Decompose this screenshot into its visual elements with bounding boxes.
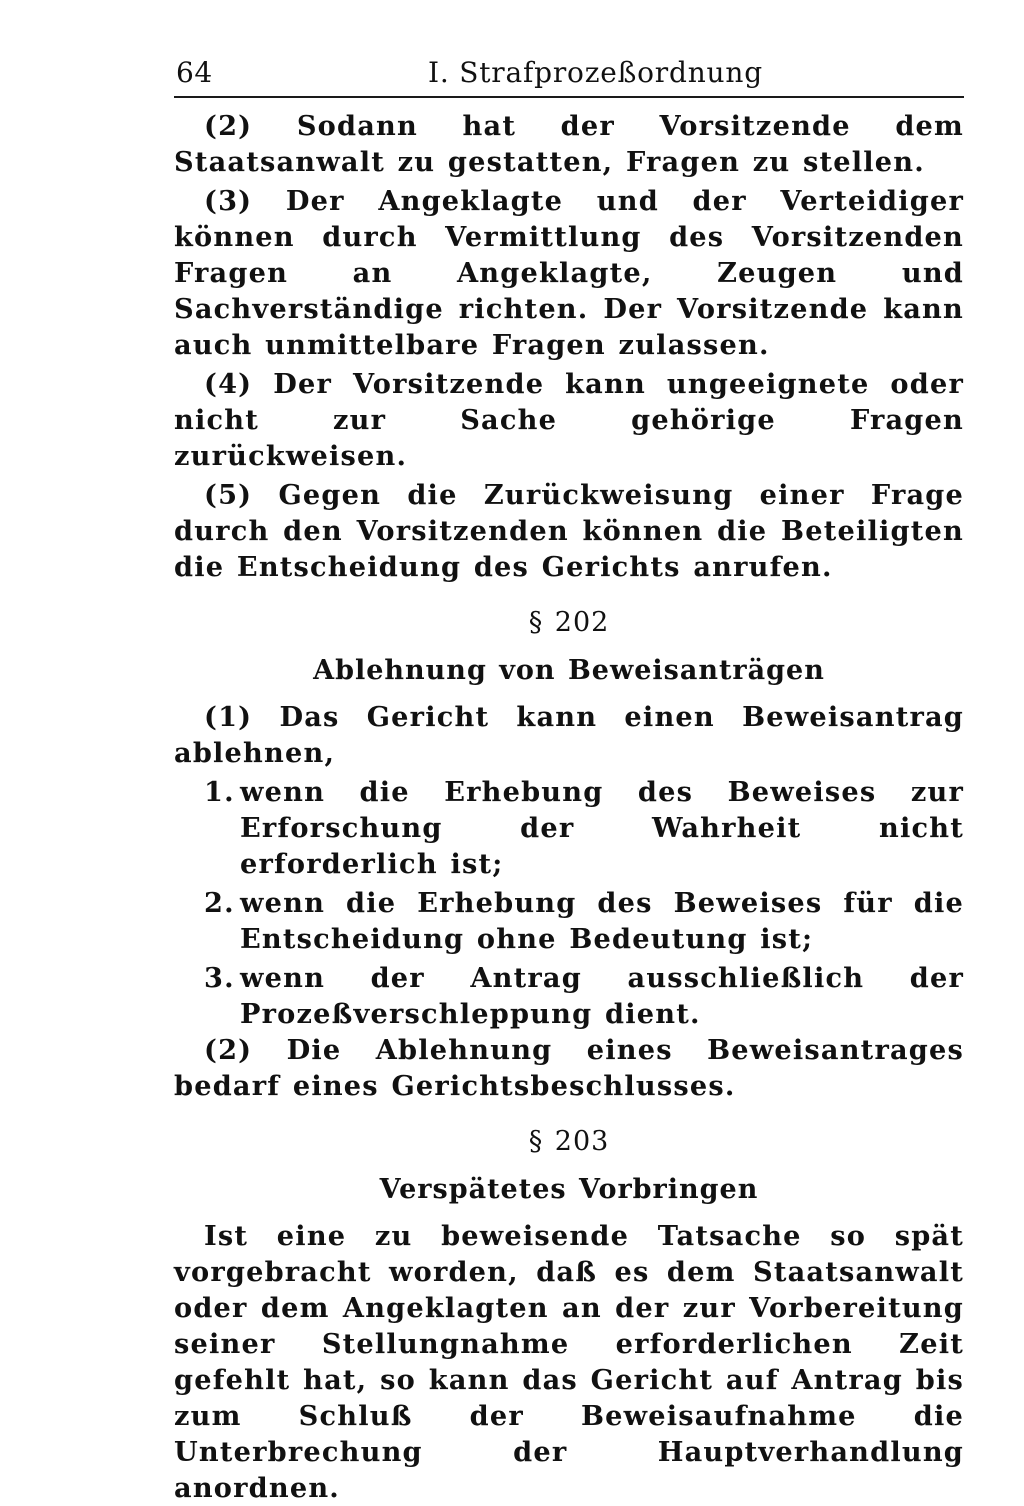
list-item-number: 2. <box>204 887 235 919</box>
section-202-number: § 202 <box>528 607 610 638</box>
list-item-text: wenn die Erhebung des Beweises für die Entscheidung ohne Bedeutung ist; <box>240 887 964 955</box>
running-head <box>174 52 964 98</box>
list-item <box>174 774 964 882</box>
list-item-text: wenn der Antrag ausschließlich der Prozeßverschleppung dient. <box>240 962 964 1030</box>
running-title: I. Strafprozeßordnung <box>428 56 763 89</box>
list-item <box>174 885 964 957</box>
page-body <box>174 98 964 1506</box>
section-203-number: § 203 <box>528 1126 610 1157</box>
list-item-number: 3. <box>204 962 235 994</box>
paragraph-3: (3) Der Angeklagte und der Verteidiger können durch Vermittlung des Vorsitzenden Fragen an Angeklagte, Zeugen und Sachverständige richten. Der Vorsitzende kann auch unmittelbare Fragen zulassen. <box>174 185 964 361</box>
list-item <box>174 960 964 1032</box>
paragraph-5: (5) Gegen die Zurückweisung einer Frage durch den Vorsitzenden können die Beteiligten die Entscheidung des Gerichts anrufen. <box>174 479 964 583</box>
paragraph-4: (4) Der Vorsitzende kann ungeeignete oder nicht zur Sache gehörige Fragen zurückweisen. <box>174 368 964 472</box>
page-number: 64 <box>176 56 213 89</box>
section-202-title: Ablehnung von Beweisanträgen <box>313 655 825 686</box>
book-page <box>174 52 964 1506</box>
section-202-intro: (1) Das Gericht kann einen Beweisantrag ablehnen, <box>174 701 964 769</box>
section-202-closing: (2) Die Ablehnung eines Beweisantrages bedarf eines Gerichtsbeschlusses. <box>174 1034 964 1102</box>
section-203-title: Verspätetes Vorbringen <box>379 1174 759 1205</box>
section-203-text: Ist eine zu beweisende Tatsache so spät vorgebracht worden, daß es dem Staatsanwalt oder dem Angeklagten an der zur Vorbereitung seiner Stellungnahme erforderlichen Zeit gefehlt hat, so kann das Gericht auf Antrag bis zum Schluß der Beweisaufnahme die Unterbrechung der Hauptverhandlung anordnen. <box>174 1220 964 1504</box>
list-item-number: 1. <box>204 776 235 808</box>
list-item-text: wenn die Erhebung des Beweises zur Erforschung der Wahrheit nicht erforderlich ist; <box>240 776 964 880</box>
paragraph-2: (2) Sodann hat der Vorsitzende dem Staatsanwalt zu gestatten, Fragen zu stellen. <box>174 110 964 178</box>
